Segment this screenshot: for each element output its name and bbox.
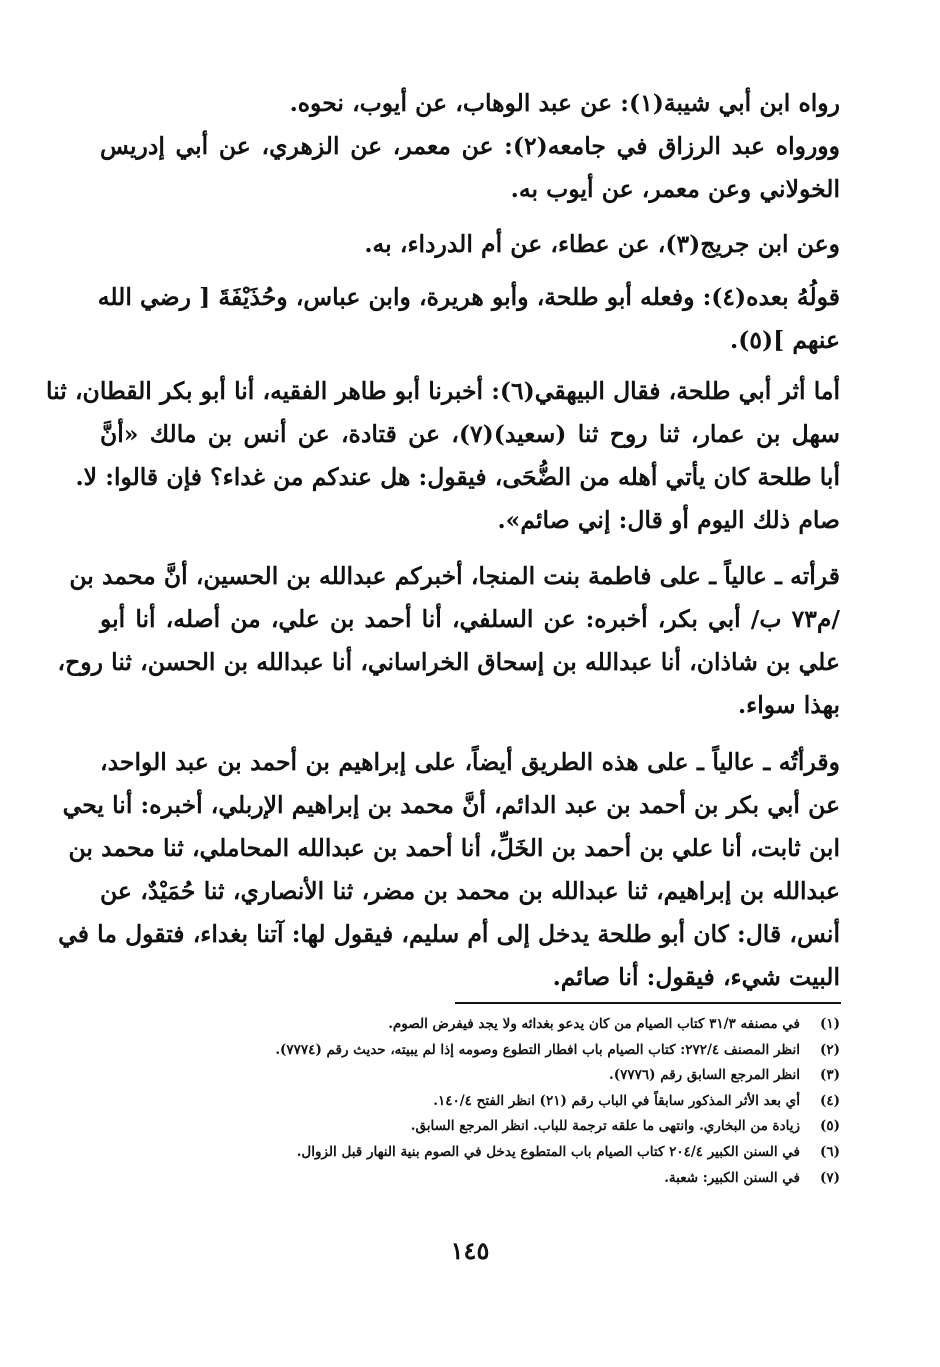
paragraph-5 [46, 370, 840, 542]
text-line: رواه ابن أبي شيبة(١): عن عبد الوهاب، عن أيوب، نحوه. [289, 89, 840, 117]
text-line: أما أثر أبي طلحة، فقال البيهقي(٦): أخبرنا أبو طاهر الفقيه، أنا أبو بكر القطان، ثنا [46, 377, 840, 405]
text-line: عنهم ](٥). [730, 326, 840, 354]
footnote-number: (٤) [819, 1092, 840, 1109]
text-line: ابن ثابت، أنا علي بن أحمد بن الخَلِّ، أنا أحمد بن عبدالله المحاملي، ثنا محمد بن [68, 834, 840, 862]
text-line: قولُهُ بعده(٤): وفعله أبو طلحة، وأبو هريرة، وابن عباس، وحُذَيْفَةَ [ رضي الله [97, 283, 840, 311]
text-line: علي بن شاذان، أنا عبدالله بن إسحاق الخراساني، أنا عبدالله بن الحسن، ثنا روح، [57, 648, 840, 676]
footnote-item [100, 1089, 840, 1115]
footnote-item [100, 1012, 840, 1038]
footnotes-list [100, 1012, 840, 1191]
footnote-number: (٢) [819, 1041, 840, 1058]
paragraph-3 [100, 223, 840, 266]
text-line: عبدالله بن إبراهيم، ثنا عبدالله بن محمد بن مضر، ثنا الأنصاري، ثنا حُمَيْدٌ، عن [100, 877, 840, 905]
text-line: أنس، قال: كان أبو طلحة يدخل إلى أم سليم، فيقول لها: آتنا بغداء، فتقول ما في [58, 920, 840, 948]
footnote-text: انظر المصنف ٢٧٢/٤: كتاب الصيام باب افطار التطوع وصومه إذا لم يبيته، حديث رقم (٧٧٧٤). [275, 1041, 800, 1058]
paragraph-7 [58, 741, 840, 999]
text-line: صام ذلك اليوم أو قال: إني صائم». [497, 506, 840, 534]
paragraph-6 [57, 555, 840, 727]
paragraph-2 [100, 125, 840, 211]
page-number: ١٤٥ [450, 1236, 490, 1265]
footnote-item [100, 1166, 840, 1192]
footnote-item [100, 1063, 840, 1089]
text-line: وقرأتُه ـ عالياً ـ على هذه الطريق أيضاً، على إبراهيم بن أحمد بن عبد الواحد، [100, 748, 840, 776]
paragraph-4 [97, 276, 840, 362]
footnote-item [100, 1114, 840, 1140]
footnote-text: في السنن الكبير ٢٠٤/٤ كتاب الصيام باب المتطوع يدخل في الصوم بنية النهار قبل الزوال. [296, 1143, 800, 1160]
text-line: وورواه عبد الرزاق في جامعه(٢): عن معمر، عن الزهري، عن أبي إدريس [100, 132, 841, 160]
text-line: أبا طلحة كان يأتي أهله من الضُّحَى، فيقول: هل عندكم من غداء؟ فإن قالوا: لا. [75, 463, 840, 491]
footnote-number: (١) [819, 1016, 840, 1032]
footnote-text: زيادة من البخاري. وانتهى ما علقه ترجمة للباب. انظر المرجع السابق. [410, 1118, 800, 1135]
footnote-number: (٥) [819, 1118, 840, 1135]
text-line: قرأته ـ عالياً ـ على فاطمة بنت المنجا، أخبركم عبدالله بن الحسين، أنَّ محمد بن [69, 562, 840, 590]
text-line: البيت شيء، فيقول: أنا صائم. [552, 963, 840, 991]
text-line: عن أبي بكر بن أحمد بن عبد الدائم، أنَّ محمد بن إبراهيم الإربلي، أخبره: أنا يحي [62, 791, 840, 819]
text-line: بهذا سواء. [737, 691, 840, 719]
footnote-divider [455, 1002, 841, 1004]
footnote-text: في مصنفه ٣١/٣ كتاب الصيام من كان يدعو بغدائه ولا يجد فيفرض الصوم. [388, 1016, 800, 1032]
text-line: وعن ابن جريج(٣)، عن عطاء، عن أم الدرداء، به. [364, 230, 840, 258]
paragraph-1 [100, 82, 840, 125]
footnote-number: (٦) [819, 1143, 840, 1160]
footnote-number: (٣) [819, 1067, 840, 1084]
footnote-number: (٧) [819, 1169, 840, 1186]
footnote-item [100, 1038, 840, 1064]
footnote-text: انظر المرجع السابق رقم (٧٧٧٦). [609, 1067, 800, 1084]
text-line: /م٧٣ ب/ أبي بكر، أخبره: عن السلفي، أنا أحمد بن علي، من أصله، أنا أبو [100, 605, 840, 633]
footnote-item [100, 1140, 840, 1166]
text-line: الخولاني وعن معمر، عن أيوب به. [510, 175, 840, 203]
footnote-text: في السنن الكبير: شعبة. [664, 1169, 800, 1186]
footnote-text: أي بعد الأثر المذكور سابقاً في الباب رقم (٢١) انظر الفتح ١٤٠/٤. [433, 1092, 800, 1109]
text-line: سهل بن عمار، ثنا روح ثنا (سعيد)(٧)، عن قتادة، عن أنس بن مالك «أنَّ [100, 420, 840, 448]
